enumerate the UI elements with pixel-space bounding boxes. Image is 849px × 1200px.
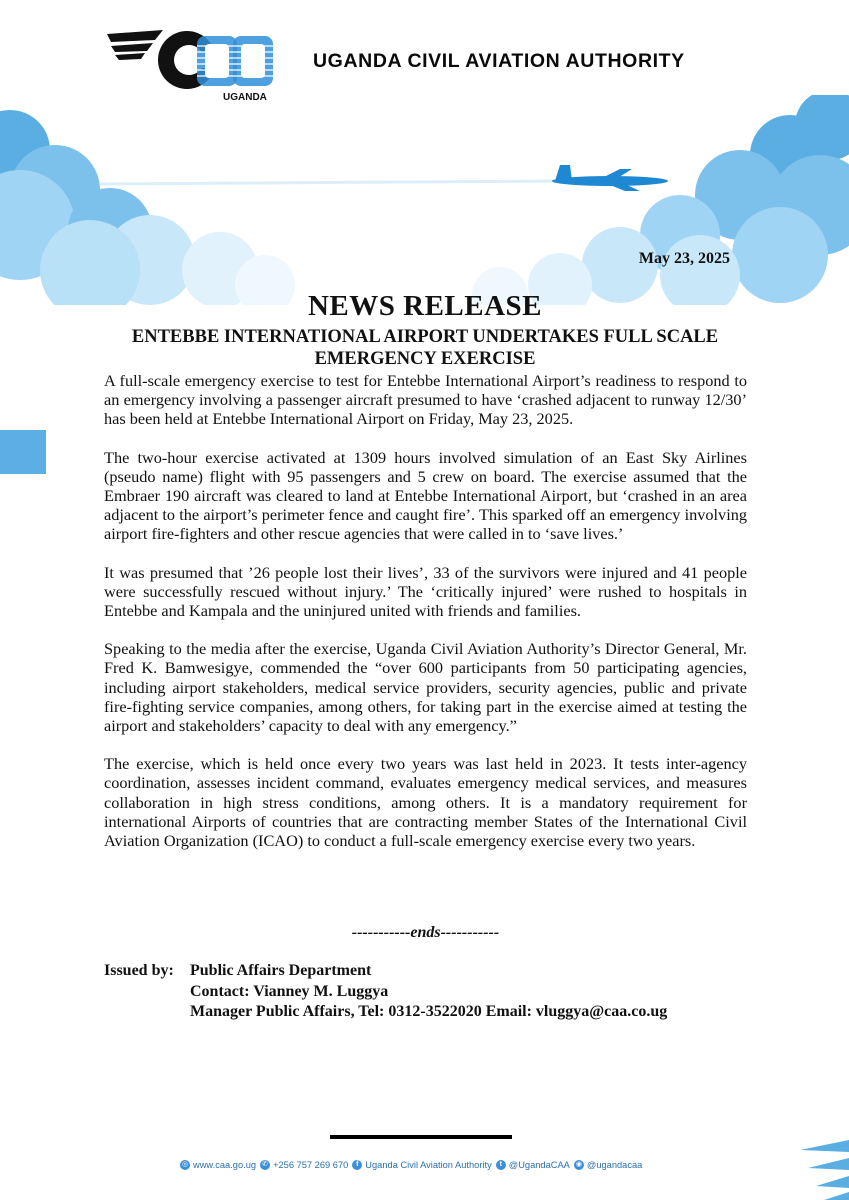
- facebook-icon: f: [352, 1160, 362, 1170]
- issued-department: Public Affairs Department: [190, 962, 372, 979]
- ends-marker: -----------ends-----------: [351, 924, 500, 941]
- issued-contact: Contact: Vianney M. Luggya: [190, 982, 389, 1000]
- footer-divider: [330, 1135, 512, 1139]
- page-title: NEWS RELEASE: [307, 290, 543, 322]
- caa-logo: [105, 22, 280, 104]
- twitter-icon: t: [496, 1160, 506, 1170]
- cloud-left: [0, 110, 295, 305]
- accent-square: [0, 430, 46, 474]
- cloud-banner: [0, 95, 849, 305]
- phone-icon: ✆: [260, 1160, 270, 1170]
- corner-wing-graphic: [790, 1130, 849, 1200]
- issued-line: [104, 961, 754, 982]
- issued-by-block: [104, 961, 754, 1023]
- paragraph: It was presumed that ’26 people lost their lives’, 33 of the survivors were injured and 41 people were successfully rescued without injury.’ The ‘critically injured’ were rushed to hospitals in Entebbe and Kampala and the uninjured united with friends and families.: [104, 562, 747, 621]
- issued-role: Manager Public Affairs, Tel: 0312-3522020 Email: vluggya@caa.co.ug: [190, 1003, 668, 1020]
- letterhead: [0, 0, 849, 110]
- issued-label: Issued by:: [104, 962, 174, 979]
- footer-contacts: [176, 1158, 676, 1172]
- footer-website[interactable]: www.caa.go.ug: [193, 1160, 257, 1170]
- svg-text:UGANDA: UGANDA: [223, 92, 267, 103]
- organization-name: UGANDA CIVIL AVIATION AUTHORITY: [313, 50, 685, 72]
- release-date: May 23, 2025: [638, 250, 730, 267]
- airplane-icon: [552, 165, 668, 191]
- paragraph: Speaking to the media after the exercise, Uganda Civil Aviation Authority’s Director General, Mr. Fred K. Bamwesigye, commended the “over 600 participants from 50 participating agencies, including airport stakeholders, medical service providers, security agencies, public and private fire-fighting service companies, among others, for taking part in the exercise aimed at testing the airport and stakeholders’ capacity to deal with any emergency.”: [104, 639, 747, 736]
- footer-instagram[interactable]: @ugandacaa: [586, 1160, 643, 1170]
- release-subtitle: ENTEBBE INTERNATIONAL AIRPORT UNDERTAKES FULL SCALE EMERGENCY EXERCISE: [131, 327, 719, 369]
- paragraph: The two-hour exercise activated at 1309 hours involved simulation of an East Sky Airlines (pseudo name) flight with 95 passengers and 5 crew on board. The exercise assumed that the Embraer 190 aircraft was cleared to land at Entebbe International Airport, but ‘crashed in an area adjacent to the airport’s perimeter fence and caught fire’. This sparked off an emergency involving airport fire-fighters and other rescue agencies that were called in to ‘save lives.’: [104, 447, 747, 544]
- globe-icon: ◎: [181, 1161, 189, 1168]
- cloud-right: [472, 95, 849, 305]
- paragraph: The exercise, which is held once every two years was last held in 2023. It tests inter-agency coordination, assesses incident command, evaluates emergency medical services, and measures collaboration in high stress conditions, among others. It is a mandatory requirement for international Airports of countries that are contracting member States of the International Civil Aviation Organization (ICAO) to conduct a full-scale emergency exercise every two years.: [104, 754, 747, 851]
- paragraph: A full-scale emergency exercise to test for Entebbe International Airport’s readiness to respond to an emergency involving a passenger aircraft presumed to have ‘crashed adjacent to runway 12/30’ has been held at Entebbe International Airport on Friday, May 23, 2025.: [104, 371, 747, 429]
- release-body: [104, 371, 747, 869]
- footer-twitter[interactable]: @UgandaCAA: [508, 1160, 570, 1170]
- footer-phone[interactable]: +256 757 269 670: [273, 1160, 349, 1170]
- instagram-icon: ◉: [575, 1161, 582, 1168]
- footer-facebook[interactable]: Uganda Civil Aviation Authority: [365, 1160, 492, 1170]
